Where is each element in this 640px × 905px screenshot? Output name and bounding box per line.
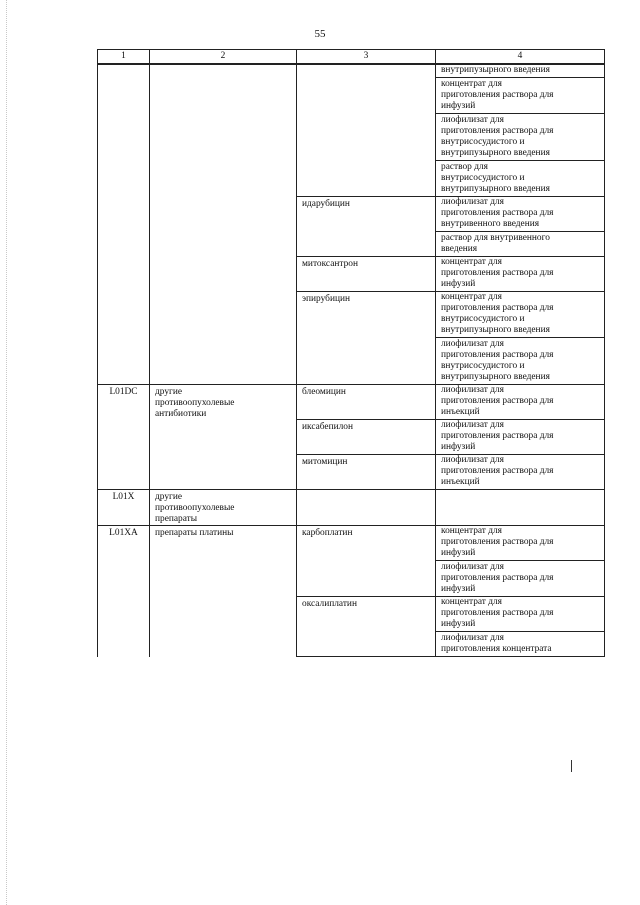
dosage-form: концентрат для приготовления раствора для инфузий [436,526,604,561]
dosage-forms-cell [436,526,605,597]
table-row [98,526,605,597]
dosage-form: лиофилизат для приготовления раствора для внутривенного введения [436,197,604,232]
table-row [98,490,605,526]
drug-name-cell [297,597,436,657]
drug-name [297,65,435,67]
dosage-forms-cell [436,420,605,455]
drug-table [97,49,605,657]
dosage-forms-cell [436,64,605,197]
dosage-forms-cell [436,385,605,420]
drug-name: блеомицин [302,387,346,397]
atc-code-cell [98,490,150,526]
dosage-form: лиофилизат для приготовления раствора для инфузий [441,562,554,594]
drug-name [297,490,435,492]
group-name-cell [150,526,297,657]
dosage-form: лиофилизат для приготовления раствора для инъекций [441,385,554,417]
dosage-form: лиофилизат для приготовления раствора для инъекций [441,455,554,487]
drug-name: митомицин [302,457,348,467]
header-row [98,50,605,65]
drug-name: эпирубицин [302,294,351,304]
atc-code-cell [98,64,150,385]
group-name: препараты платины [155,528,234,538]
drug-name: оксалиплатин [302,599,357,609]
atc-code-cell [98,526,150,657]
group-name [150,65,296,67]
drug-name-cell [297,526,436,597]
drug-name-cell [297,420,436,455]
dosage-form: лиофилизат для приготовления раствора для внутрисосудистого и внутрипузырного введения [441,339,554,382]
atc-code: L01DC [109,387,138,397]
dosage-form: внутрипузырного введения [436,65,604,78]
drug-name-cell [297,257,436,292]
dosage-forms-cell [436,597,605,657]
dosage-form: лиофилизат для приготовления раствора для внутрисосудистого и внутрипузырного введения [436,114,604,161]
group-name: другие противоопухолевые препараты [155,492,235,524]
column-header: 1 [98,50,150,65]
drug-name: идарубицин [302,199,350,209]
atc-code-cell [98,385,150,490]
column-header: 2 [150,50,297,65]
atc-code: L01X [112,492,135,502]
drug-name-cell [297,197,436,257]
dosage-form: концентрат для приготовления раствора для инфузий [441,257,554,289]
drug-name-cell [297,455,436,490]
dosage-form: лиофилизат для приготовления концентрата [441,633,552,654]
drug-name-cell [297,64,436,197]
drug-name-cell [297,490,436,526]
dosage-forms-cell [436,455,605,490]
atc-code [98,65,149,67]
column-header: 3 [297,50,436,65]
dosage-form: концентрат для приготовления раствора для инфузий [436,597,604,632]
margin-mark [571,760,572,772]
group-name: другие противоопухолевые антибиотики [155,387,235,419]
dosage-form: раствор для внутрисосудистого и внутрипузырного введения [441,162,550,194]
dosage-form: лиофилизат для приготовления раствора для инфузий [441,420,554,452]
drug-name-cell [297,292,436,385]
dosage-forms-cell [436,292,605,385]
group-name-cell [150,64,297,385]
dosage-form: раствор для внутривенного введения [441,233,550,254]
dosage-forms-cell [436,197,605,257]
group-name-cell [150,490,297,526]
drug-name: митоксантрон [302,259,358,269]
drug-name: иксабепилон [302,422,353,432]
dosage-form [436,490,604,491]
page-number: 55 [314,28,326,40]
atc-code: L01XA [109,528,138,538]
drug-name: карбоплатин [302,528,353,538]
dosage-form: концентрат для приготовления раствора для инфузий [436,78,604,114]
dosage-forms-cell [436,257,605,292]
dosage-forms-cell [436,490,605,526]
scan-edge [6,0,8,905]
column-header: 4 [436,50,605,65]
table-row [98,64,605,197]
table-row [98,385,605,420]
drug-name-cell [297,385,436,420]
dosage-form: концентрат для приготовления раствора для внутрисосудистого и внутрипузырного введения [436,292,604,338]
group-name-cell [150,385,297,490]
